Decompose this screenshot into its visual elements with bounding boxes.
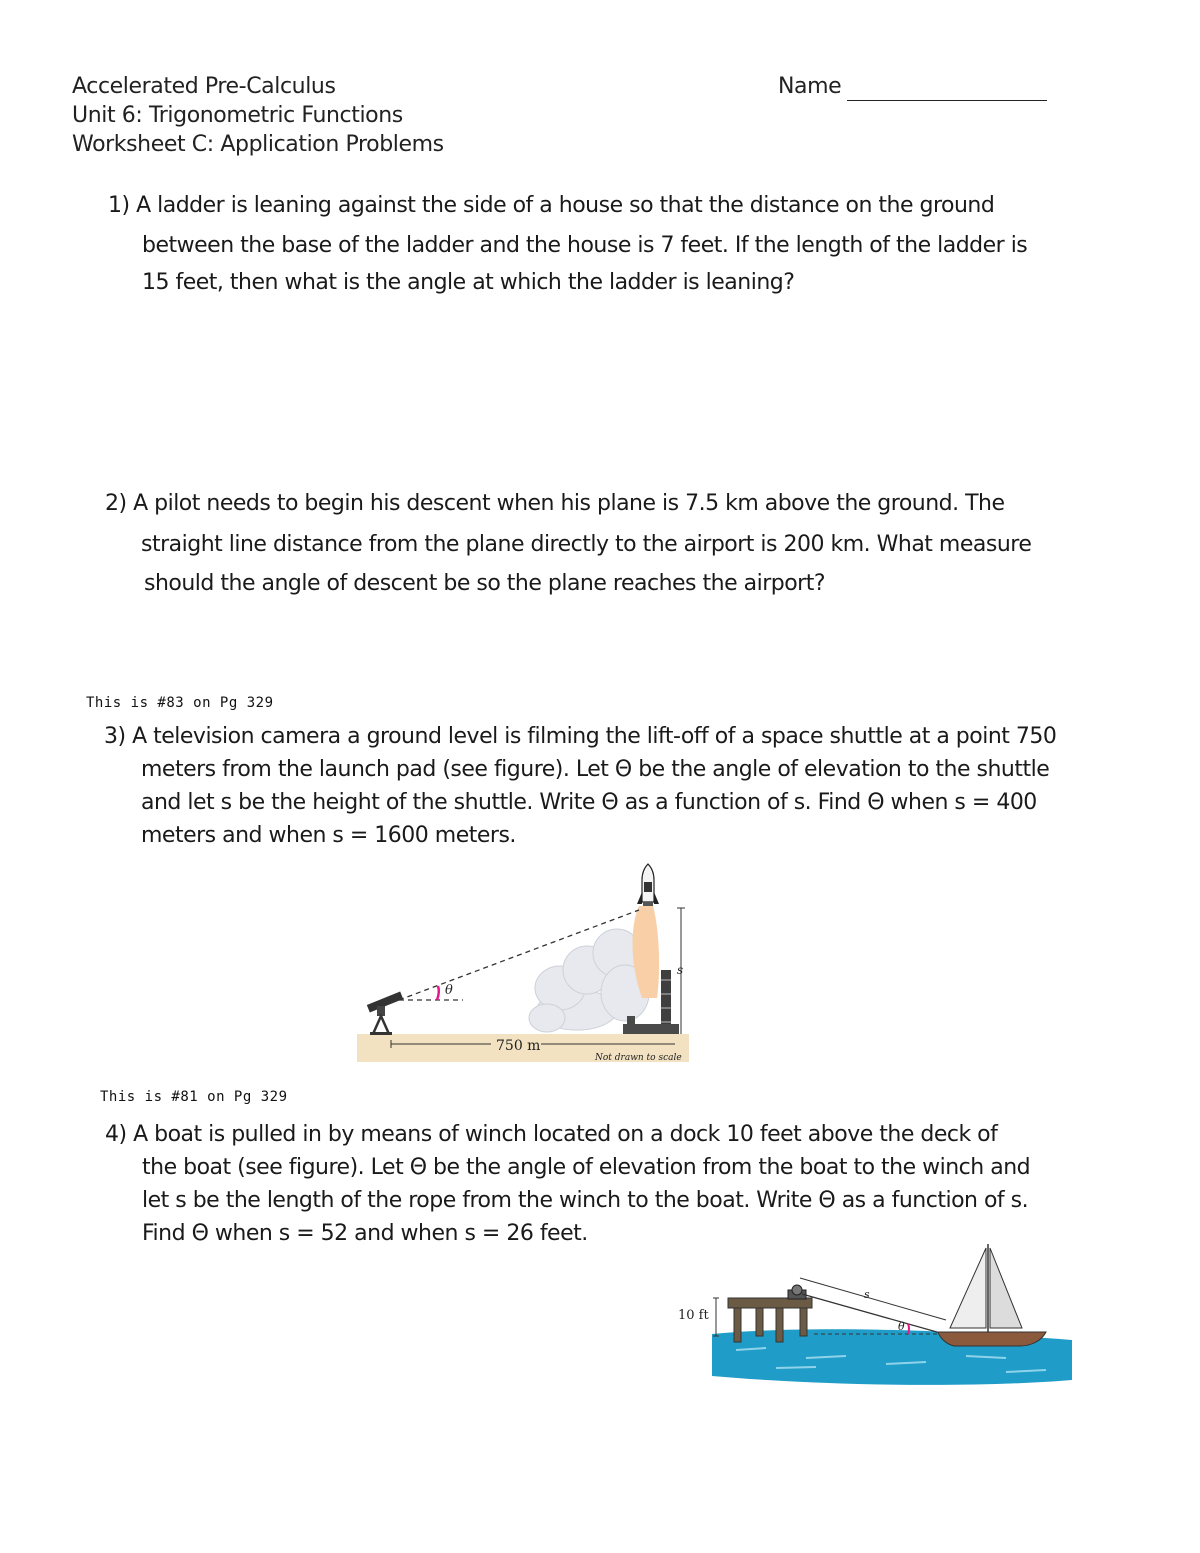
scale-note: Not drawn to scale <box>595 1053 682 1063</box>
theta-label: θ <box>898 1320 905 1333</box>
problem-3-line-1: 3) A television camera a ground level is filming the lift-off of a space shuttle at a point 750 <box>104 724 1057 749</box>
distance-label: 750 m <box>496 1038 541 1054</box>
problem-3-reference-note: This is #83 on Pg 329 <box>86 695 274 711</box>
course-title: Accelerated Pre-Calculus <box>72 74 336 99</box>
problem-4-line-1: 4) A boat is pulled in by means of winch located on a dock 10 feet above the deck of <box>105 1122 998 1147</box>
angle-arc <box>437 986 439 1000</box>
shuttle-launch-figure <box>355 858 695 1066</box>
problem-1-line-1: 1) A ladder is leaning against the side of a house so that the distance on the ground <box>108 193 995 218</box>
problem-3-line-2: meters from the launch pad (see figure). Let Θ be the angle of elevation to the shuttle <box>141 757 1050 782</box>
winch-icon <box>788 1285 806 1299</box>
camera-icon <box>367 992 403 1035</box>
unit-title: Unit 6: Trigonometric Functions <box>72 103 403 128</box>
problem-1-line-2: between the base of the ladder and the house is 7 feet. If the length of the ladder is <box>142 233 1028 258</box>
problem-4-line-4: Find Θ when s = 52 and when s = 26 feet. <box>142 1221 588 1246</box>
height-label: 10 ft <box>678 1308 709 1323</box>
name-label: Name <box>778 74 842 99</box>
sailboat-icon <box>938 1244 1046 1346</box>
s-label: s <box>864 1288 870 1301</box>
theta-label: θ <box>445 983 453 998</box>
boat-winch-figure <box>676 1240 1076 1388</box>
name-blank[interactable] <box>847 78 1047 101</box>
problem-2-line-3: should the angle of descent be so the plane reaches the airport? <box>144 571 826 596</box>
name-field <box>778 72 1047 101</box>
launch-tower <box>661 970 671 1032</box>
space-shuttle-icon <box>637 864 659 906</box>
worksheet-title: Worksheet C: Application Problems <box>72 132 444 157</box>
problem-4-reference-note: This is #81 on Pg 329 <box>100 1089 288 1105</box>
problem-3-line-4: meters and when s = 1600 meters. <box>141 823 516 848</box>
rope <box>802 1294 944 1334</box>
problem-2-line-2: straight line distance from the plane directly to the airport is 200 km. What measure <box>141 532 1032 557</box>
problem-1-line-3: 15 feet, then what is the angle at which the ladder is leaning? <box>142 270 795 295</box>
s-label: s <box>677 963 684 977</box>
problem-4-line-3: let s be the length of the rope from the winch to the boat. Write Θ as a function of s. <box>142 1188 1029 1213</box>
header-block <box>72 72 444 159</box>
problem-4-line-2: the boat (see figure). Let Θ be the angle of elevation from the boat to the winch and <box>142 1155 1031 1180</box>
problem-2-line-1: 2) A pilot needs to begin his descent when his plane is 7.5 km above the ground. The <box>105 491 1005 516</box>
problem-3-line-3: and let s be the height of the shuttle. Write Θ as a function of s. Find Θ when s = 400 <box>141 790 1037 815</box>
angle-arc <box>908 1324 909 1334</box>
